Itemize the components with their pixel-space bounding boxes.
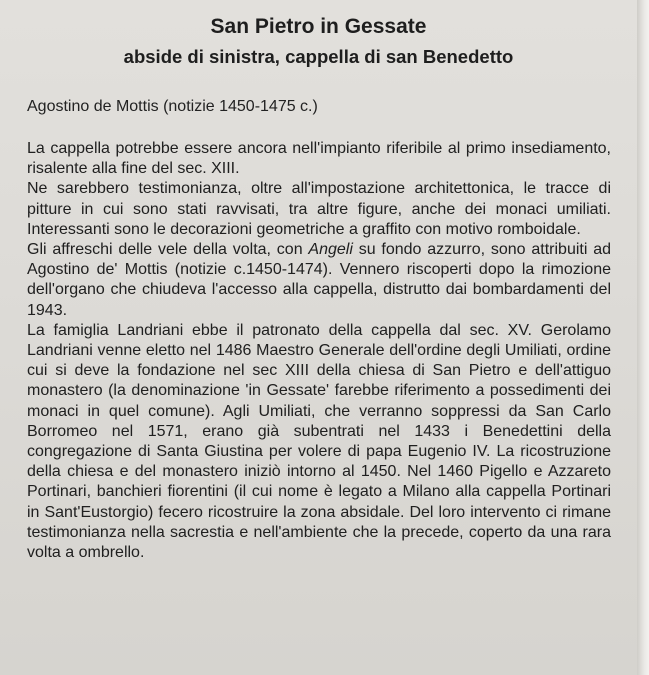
paragraph-history: La famiglia Landriani ebbe il patronato della cappella dal sec. XV. Gerolamo Landriani venne eletto nel 1486 Maestro Generale dell'ordine degli Umiliati, ordine cui si deve la fondazione nel sec XIII della chiesa di San Pietro e dell'attiguo monastero (la denominazione 'in Gessate' farebbe riferimento a possedimenti dei monaci in quel comune). Agli Umiliati, che verranno soppressi da San Carlo Borromeo nel 1571, erano già subentrati nel 1433 i Benedettini della congregazione di Santa Giustina per volere di papa Eugenio IV. La ricostruzione della chiesa e del monastero iniziò intorno al 1450. Nel 1460 Pigello e Azzareto Portinari, banchieri fiorentini (il cui nome è legato a Milano alla cappella Portinari in Sant'Eustorgio) fecero ricostruire la zona absidale. Del loro intervento ci rimane testimonianza nella sacrestia e nell'ambiente che la precede, coperto da una rara volta a ombrello. — [27, 321, 611, 562]
page-subtitle: abside di sinistra, cappella di san Benedetto — [123, 46, 514, 67]
paragraph-frescoes-emphasis: Angeli — [308, 241, 353, 259]
paragraph-evidence: Ne sarebbero testimonianza, oltre all'impostazione architettonica, le tracce di pitture in cui sono stati ravvisati, tra altre figure, anche dei monaci umiliati. Interessanti sono le decorazioni geometriche a graffito con motivo romboidale. — [27, 180, 611, 238]
paragraph-frescoes — [27, 240, 611, 321]
panel-edge — [637, 0, 649, 675]
paragraph-frescoes-end: su fondo azzurro, sono attribuiti ad Agostino de' Mottis (notizie c.1450-1474). Vennero riscoperti dopo la rimozione dell'organo che chiudeva l'accesso alla cappella, distrutto dai bombardamenti del 1943. — [27, 241, 611, 319]
description-text — [27, 139, 611, 563]
author-line: Agostino de Mottis (notizie 1450-1475 c.) — [27, 98, 318, 115]
paragraph-frescoes-start: Gli affreschi delle vele della volta, con — [27, 241, 309, 259]
paragraph-origin: La cappella potrebbe essere ancora nell'impianto riferibile al primo insediamento, risalente alla fine del sec. XIII. — [27, 140, 611, 178]
page-title: San Pietro in Gessate — [210, 15, 427, 38]
